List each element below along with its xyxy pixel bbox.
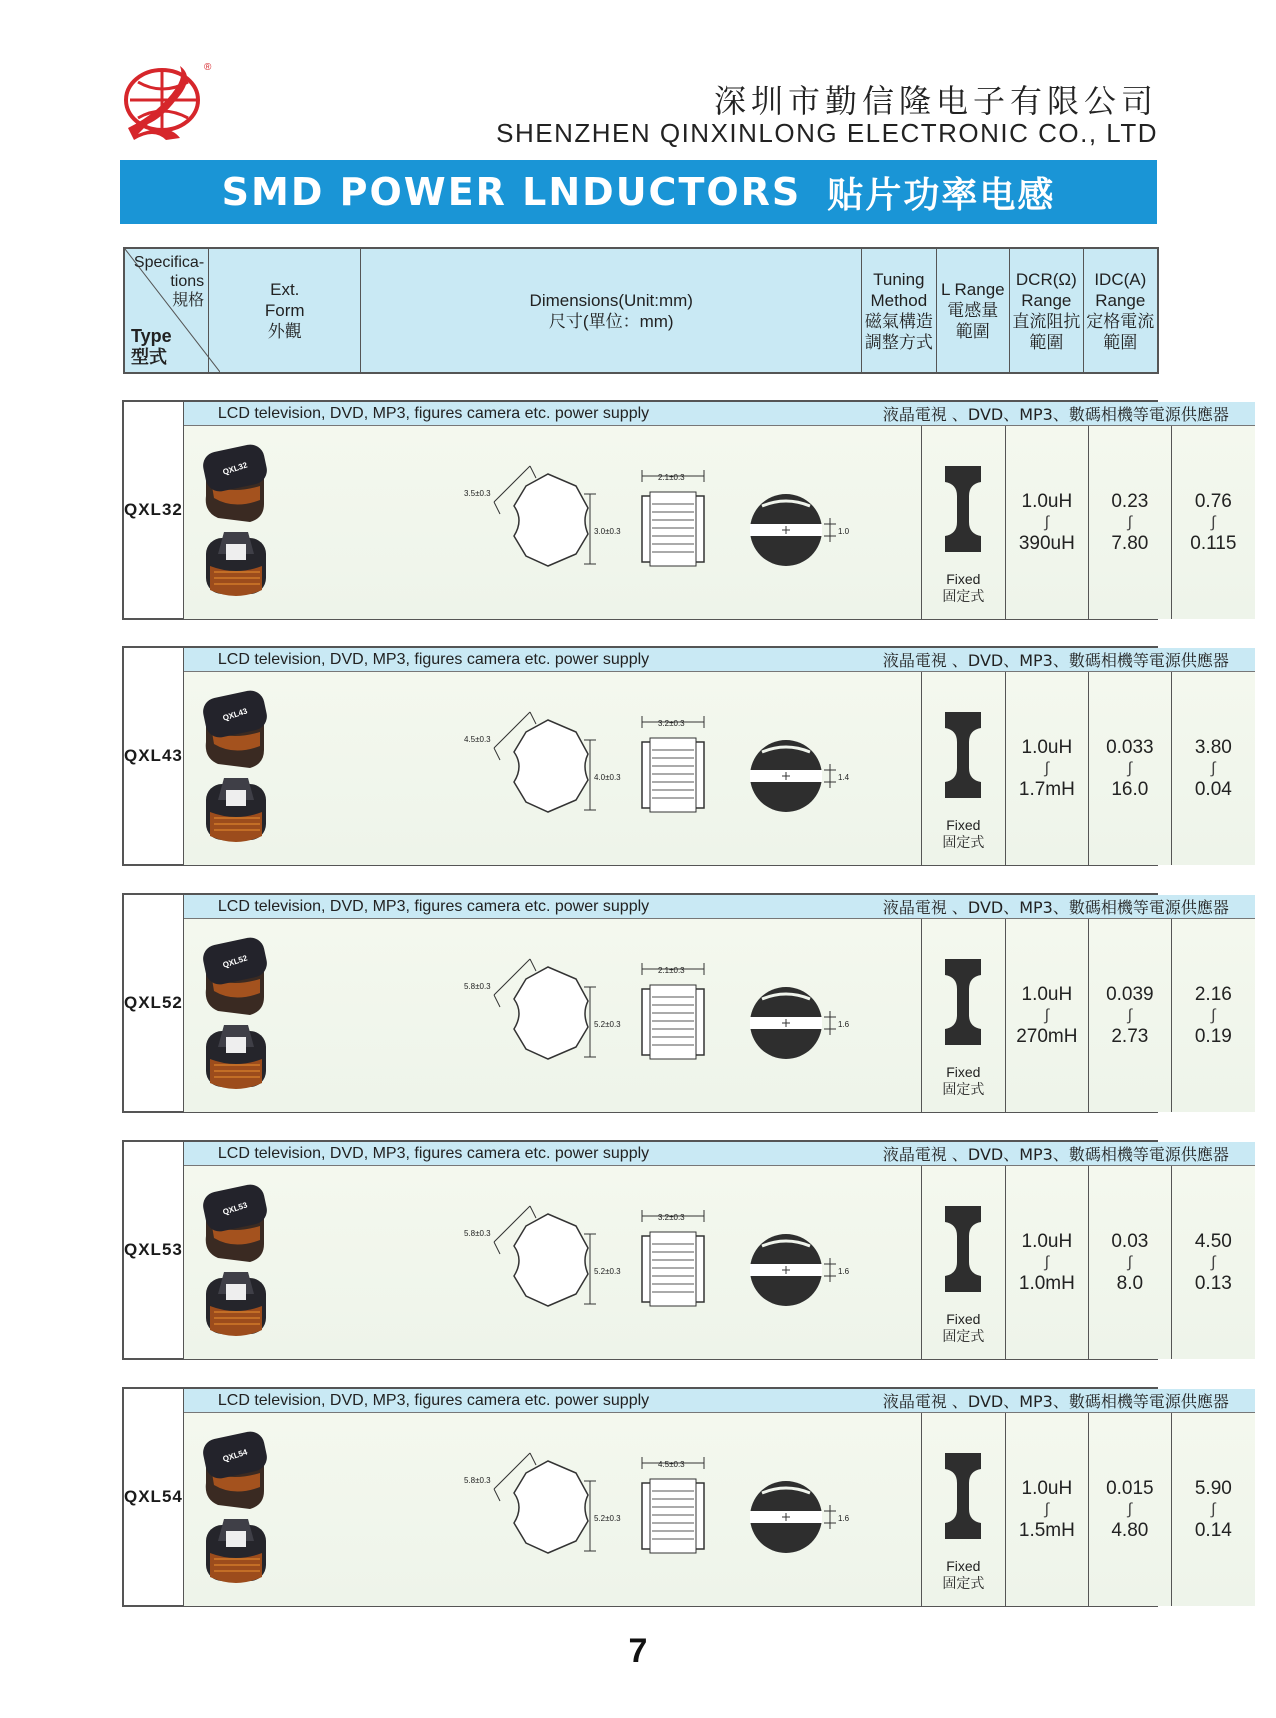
dimension-drawings [356, 1166, 922, 1354]
tuning-method-label: Fixed 固定式 [942, 1311, 985, 1344]
value-dcr-max: 16.0 [1111, 779, 1149, 800]
value-h: 1.6 [837, 1020, 849, 1029]
value-h: 1.6 [837, 1514, 849, 1523]
product-type: QXL53 [124, 1142, 184, 1358]
range-mark: ∫ [1044, 1007, 1050, 1024]
application-en: LCD television, DVD, MP3, figures camera etc. power supply [217, 897, 650, 915]
tuning-method-cell [922, 1166, 1006, 1359]
dimensions-cell [356, 672, 922, 865]
range-mark: ∫ [1127, 1254, 1133, 1271]
application-row [184, 402, 1255, 426]
range-mark: ∫ [1127, 760, 1133, 777]
type-label: Type 型式 [131, 326, 172, 367]
value-label: QXL54 [221, 1447, 249, 1464]
value-w: 4.5±0.3 [657, 1460, 685, 1469]
value-label: QXL53 [221, 1200, 249, 1217]
value-idc-min: 0.13 [1194, 1273, 1232, 1294]
idc-range-cell [1172, 1166, 1255, 1359]
idc-range-cell [1172, 1413, 1255, 1606]
i-core-icon [943, 1204, 983, 1294]
l-range-cell [1006, 1166, 1089, 1359]
l-range-cell [1006, 672, 1089, 865]
value-dcr-min: 0.015 [1106, 1478, 1154, 1499]
range-mark: ∫ [1211, 514, 1216, 531]
value-label: QXL52 [221, 953, 249, 970]
value-d1: 4.5±0.3 [463, 735, 491, 744]
inductor-photo-icon [184, 1413, 356, 1601]
value-idc-min: 0.19 [1194, 1026, 1232, 1047]
value-dcr-min: 0.23 [1111, 491, 1149, 512]
value-dcr-max: 4.80 [1111, 1520, 1149, 1541]
bottom-view-outline-icon [750, 494, 850, 566]
value-w: 3.2±0.3 [657, 1213, 685, 1222]
tuning-method-cell [922, 919, 1006, 1112]
value-l-max: 1.5mH [1018, 1520, 1075, 1541]
range-mark: ∫ [1127, 514, 1133, 531]
tuning-method-cell [922, 672, 1006, 865]
application-en: LCD television, DVD, MP3, figures camera etc. power supply [217, 1144, 650, 1162]
bottom-view-outline-icon [750, 1481, 850, 1553]
value-idc-min: 0.14 [1194, 1520, 1232, 1541]
application-en: LCD television, DVD, MP3, figures camera etc. power supply [217, 404, 650, 422]
range-mark: ∫ [1044, 1254, 1050, 1271]
i-core-icon [943, 710, 983, 800]
value-h: 1.4 [837, 773, 849, 782]
l-range-cell [1006, 426, 1089, 619]
range-mark: ∫ [1044, 1501, 1050, 1518]
dcr-range-header: DCR(Ω) Range 直流阻抗 範圍 [1010, 249, 1084, 372]
ext-form-cell [184, 1413, 356, 1606]
range-mark: ∫ [1211, 1007, 1216, 1024]
ext-form-cell [184, 426, 356, 619]
side-view-outline-icon [642, 963, 704, 1059]
value-l-min: 1.0uH [1021, 1231, 1073, 1252]
top-view-outline-icon [464, 712, 621, 812]
value-label: QXL32 [221, 460, 249, 477]
top-view-outline-icon [464, 1453, 621, 1553]
product-type: QXL32 [124, 402, 184, 618]
value-idc-min: 0.115 [1190, 533, 1237, 554]
idc-range-cell [1172, 426, 1255, 619]
range-mark: ∫ [1211, 1254, 1216, 1271]
product-row-qxl52 [122, 893, 1232, 1113]
value-l-max: 1.0mH [1018, 1273, 1075, 1294]
value-d2: 4.0±0.3 [593, 773, 621, 782]
value-label: QXL43 [221, 706, 249, 723]
range-mark: ∫ [1044, 760, 1050, 777]
inductor-top-view-icon [200, 688, 269, 768]
value-l-min: 1.0uH [1021, 984, 1073, 1005]
registered-mark: ® [204, 62, 212, 73]
l-range-cell [1006, 1413, 1089, 1606]
value-l-max: 270mH [1016, 1026, 1078, 1047]
tuning-method-cell [922, 426, 1006, 619]
tuning-method-label: Fixed 固定式 [942, 1064, 985, 1097]
product-row-qxl43 [122, 646, 1232, 866]
range-mark: ∫ [1127, 1501, 1133, 1518]
product-type: QXL43 [124, 648, 184, 864]
application-row [184, 648, 1255, 672]
inductor-photo-icon [184, 1166, 356, 1354]
value-idc-max: 3.80 [1194, 737, 1232, 758]
value-idc-max: 5.90 [1194, 1478, 1232, 1499]
idc-range-cell [1172, 672, 1255, 865]
application-row [184, 895, 1255, 919]
value-dcr-max: 2.73 [1111, 1026, 1149, 1047]
dimensions-cell [356, 426, 922, 619]
inductor-side-view-icon [206, 778, 266, 842]
value-d1: 5.8±0.3 [463, 982, 491, 991]
title-bar [120, 160, 1157, 224]
side-view-outline-icon [642, 470, 704, 566]
idc-range-header: IDC(A) Range 定格電流 範圍 [1086, 269, 1155, 352]
dimension-drawings [356, 426, 922, 614]
dimensions-header: Dimensions(Unit:mm) 尺寸(單位：mm) [361, 249, 862, 372]
value-d2: 5.2±0.3 [593, 1267, 621, 1276]
value-h: 1.0 [837, 527, 849, 536]
inductor-side-view-icon [206, 1272, 266, 1336]
tuning-method-header: Tuning Method 磁氣構造 調整方式 [862, 249, 936, 372]
idc-range-cell [1172, 919, 1255, 1112]
value-d1: 5.8±0.3 [463, 1229, 491, 1238]
value-l-max: 1.7mH [1018, 779, 1075, 800]
value-dcr-min: 0.033 [1106, 737, 1154, 758]
value-dcr-min: 0.03 [1111, 1231, 1149, 1252]
value-d2: 3.0±0.3 [593, 527, 621, 536]
top-view-outline-icon [464, 1206, 621, 1306]
value-h: 1.6 [837, 1267, 849, 1276]
inductor-top-view-icon [200, 935, 269, 1015]
specifications-label: Specifica- tions 規格 [133, 254, 205, 309]
company-name-cn: 深圳市勤信隆电子有限公司 [713, 82, 1158, 120]
value-idc-min: 0.04 [1194, 779, 1232, 800]
value-d2: 5.2±0.3 [593, 1514, 621, 1523]
type-spec-cell [125, 249, 209, 372]
value-l-min: 1.0uH [1021, 491, 1073, 512]
bottom-view-outline-icon [750, 1234, 850, 1306]
ext-form-cell [184, 919, 356, 1112]
value-dcr-max: 8.0 [1116, 1273, 1144, 1294]
range-mark: ∫ [1127, 1007, 1133, 1024]
application-cn: 液晶電視 、DVD、MP3、數碼相機等電源供應器 [882, 405, 1229, 424]
bottom-view-outline-icon [750, 740, 850, 812]
range-mark: ∫ [1211, 760, 1216, 777]
inductor-top-view-icon [200, 1182, 269, 1262]
application-en: LCD television, DVD, MP3, figures camera etc. power supply [217, 650, 650, 668]
dimensions-cell [356, 1413, 922, 1606]
inductor-top-view-icon [200, 442, 269, 522]
inductor-photo-icon [184, 919, 356, 1107]
bottom-view-outline-icon [750, 987, 850, 1059]
range-mark: ∫ [1211, 1501, 1216, 1518]
inductor-side-view-icon [206, 1519, 266, 1583]
i-core-icon [943, 957, 983, 1047]
ext-form-header: Ext. Form 外觀 [209, 249, 361, 372]
side-view-outline-icon [642, 1210, 704, 1306]
i-core-icon [943, 1451, 983, 1541]
value-w: 2.1±0.3 [657, 966, 685, 975]
dcr-range-cell [1089, 1166, 1172, 1359]
dimension-drawings [356, 1413, 922, 1601]
value-w: 2.1±0.3 [657, 473, 685, 482]
value-idc-max: 2.16 [1194, 984, 1232, 1005]
value-idc-max: 0.76 [1194, 491, 1232, 512]
application-cn: 液晶電視 、DVD、MP3、數碼相機等電源供應器 [882, 898, 1229, 917]
l-range-cell [1006, 919, 1089, 1112]
product-type: QXL54 [124, 1389, 184, 1605]
i-core-icon [943, 464, 983, 554]
application-row [184, 1389, 1255, 1413]
page-number: 7 [628, 1632, 648, 1670]
value-d1: 5.8±0.3 [463, 1476, 491, 1485]
inductor-top-view-icon [200, 1429, 269, 1509]
dimensions-cell [356, 919, 922, 1112]
value-w: 3.2±0.3 [657, 719, 685, 728]
value-l-min: 1.0uH [1021, 1478, 1073, 1499]
dimension-drawings [356, 672, 922, 860]
value-d2: 5.2±0.3 [593, 1020, 621, 1029]
application-cn: 液晶電視 、DVD、MP3、數碼相機等電源供應器 [882, 1145, 1229, 1164]
product-row-qxl53 [122, 1140, 1232, 1360]
tuning-method-label: Fixed 固定式 [942, 1558, 985, 1591]
dimensions-cell [356, 1166, 922, 1359]
ext-form-cell [184, 1166, 356, 1359]
top-view-outline-icon [464, 959, 621, 1059]
inductor-photo-icon [184, 426, 356, 614]
value-dcr-max: 7.80 [1111, 533, 1149, 554]
l-range-header: L Range 電感量 範圍 [937, 249, 1011, 372]
product-type: QXL52 [124, 895, 184, 1111]
tuning-method-label: Fixed 固定式 [942, 817, 985, 850]
inductor-side-view-icon [206, 1025, 266, 1089]
dcr-range-cell [1089, 1413, 1172, 1606]
spec-table-header [123, 247, 1159, 374]
top-view-outline-icon [464, 466, 621, 566]
value-idc-max: 4.50 [1194, 1231, 1232, 1252]
application-cn: 液晶電視 、DVD、MP3、數碼相機等電源供應器 [882, 651, 1229, 670]
dcr-range-cell [1089, 672, 1172, 865]
application-row [184, 1142, 1255, 1166]
tuning-method-label: Fixed 固定式 [942, 571, 985, 604]
dcr-range-cell [1089, 919, 1172, 1112]
side-view-outline-icon [642, 1457, 704, 1553]
company-name-en: SHENZHEN QINXINLONG ELECTRONIC CO., LTD [496, 118, 1158, 148]
application-cn: 液晶電視 、DVD、MP3、數碼相機等電源供應器 [882, 1392, 1229, 1411]
company-logo-icon [118, 58, 218, 144]
value-l-max: 390uH [1018, 533, 1075, 554]
range-mark: ∫ [1044, 514, 1050, 531]
side-view-outline-icon [642, 716, 704, 812]
ext-form-cell [184, 672, 356, 865]
page-title-cn: 贴片功率电感 [827, 174, 1056, 216]
value-d1: 3.5±0.3 [463, 489, 491, 498]
inductor-photo-icon [184, 672, 356, 860]
tuning-method-cell [922, 1413, 1006, 1606]
product-row-qxl32 [122, 400, 1237, 620]
inductor-side-view-icon [206, 532, 266, 596]
dimension-drawings [356, 919, 922, 1107]
value-l-min: 1.0uH [1021, 737, 1073, 758]
page-title-en: SMD POWER LNDUCTORS [221, 170, 802, 214]
page-header [0, 0, 1276, 150]
product-row-qxl54 [122, 1387, 1232, 1607]
dcr-range-cell [1089, 426, 1172, 619]
application-en: LCD television, DVD, MP3, figures camera etc. power supply [217, 1391, 650, 1409]
value-dcr-min: 0.039 [1106, 984, 1154, 1005]
